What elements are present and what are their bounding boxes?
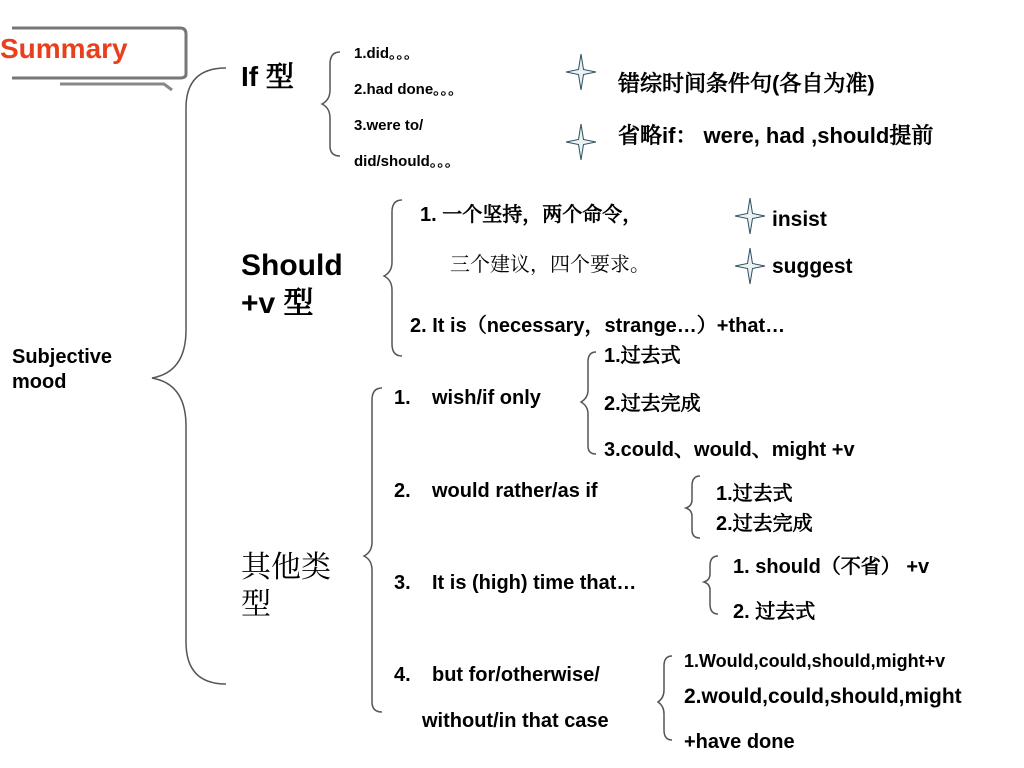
group-4-label-line1: but for/otherwise/ bbox=[432, 664, 600, 686]
other-brace bbox=[364, 388, 382, 712]
should-type-label bbox=[241, 247, 343, 322]
group-1-sub-3: 3.could、would、might +v bbox=[604, 439, 855, 461]
if-item-1: 1.did。。。 bbox=[354, 45, 420, 62]
group-3-sub-2: 2. 过去式 bbox=[733, 601, 816, 623]
butfor-brace bbox=[658, 656, 672, 740]
root-label-line2: mood bbox=[12, 371, 67, 393]
keyword-suggest: suggest bbox=[772, 255, 853, 278]
group-1-sub-2: 2.过去完成 bbox=[604, 393, 701, 415]
should-label-line2: +v 型 bbox=[241, 286, 314, 320]
group-1-sub-1: 1.过去式 bbox=[604, 345, 681, 367]
group-4-label-line2: without/in that case bbox=[422, 710, 609, 732]
group-2-sub-1: 1.过去式 bbox=[716, 483, 793, 505]
four-point-star-icon bbox=[566, 54, 596, 90]
group-2-label: would rather/as if bbox=[432, 480, 598, 502]
wish-brace bbox=[581, 352, 596, 454]
root-label bbox=[12, 345, 112, 395]
keyword-insist: insist bbox=[772, 208, 827, 231]
time-brace bbox=[704, 556, 718, 614]
if-brace bbox=[322, 52, 340, 156]
four-point-star-icon bbox=[735, 248, 765, 284]
should-brace bbox=[384, 200, 402, 356]
group-1-label: wish/if only bbox=[432, 387, 541, 409]
if-type-label: If 型 bbox=[241, 61, 294, 92]
group-4-sub-1: 1.Would,could,should,might+v bbox=[684, 651, 946, 671]
if-item-2: 2.had done。。。 bbox=[354, 81, 464, 98]
other-label-line1: 其他类 bbox=[241, 551, 331, 584]
should-item-2: 2. It is（necessary，strange…）+that… bbox=[410, 315, 786, 337]
should-label-line1: Should bbox=[241, 249, 343, 282]
four-point-star-icon bbox=[566, 124, 596, 160]
four-point-star-icon bbox=[735, 198, 765, 234]
summary-tab-underline bbox=[60, 84, 172, 90]
should-item-1: 1. 一个坚持，两个命令， bbox=[420, 204, 643, 226]
if-note-1: 错综时间条件句(各自为准) bbox=[618, 71, 875, 96]
if-item-3: 3.were to/ bbox=[354, 117, 424, 134]
summary-title: Summary bbox=[0, 33, 128, 64]
root-label-line1: Subjective bbox=[12, 346, 113, 368]
if-item-4: did/should。。。 bbox=[354, 153, 460, 170]
other-type-label bbox=[241, 550, 331, 623]
main-brace bbox=[152, 68, 226, 684]
group-2-number: 2. bbox=[394, 480, 411, 502]
group-2-sub-2: 2.过去完成 bbox=[716, 513, 813, 535]
group-3-label: It is (high) time that… bbox=[432, 572, 637, 594]
group-1-number: 1. bbox=[394, 387, 411, 409]
group-4-number: 4. bbox=[394, 664, 411, 686]
group-4-sub-3: +have done bbox=[684, 731, 795, 753]
group-3-number: 3. bbox=[394, 572, 411, 594]
other-label-line2: 型 bbox=[241, 587, 271, 621]
should-item-1b: 三个建议，四个要求。 bbox=[450, 254, 650, 276]
group-3-sub-1: 1. should（不省） +v bbox=[733, 556, 930, 578]
group-4-sub-2: 2.would,could,should,might bbox=[684, 685, 962, 708]
if-note-2: 省略if： were, had ,should提前 bbox=[618, 123, 934, 148]
rather-brace bbox=[686, 476, 700, 538]
